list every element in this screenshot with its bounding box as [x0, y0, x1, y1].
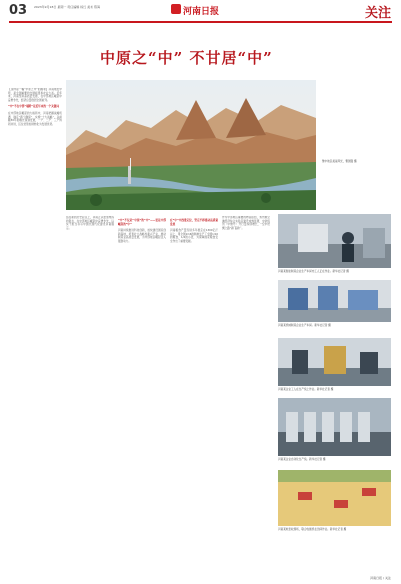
column-1: [8, 88, 62, 576]
logo-icon: [171, 4, 181, 14]
subhead: “中”不在中部“塌陷”是近年来的一个关键词: [8, 105, 59, 109]
photo-caption: 河南某企业工人在生产线上作业。新华社记者 摄: [278, 388, 334, 391]
factory-photo-2: [278, 280, 391, 322]
harvest-photo: [278, 470, 391, 526]
dateline: 2023年9月18日 星期一 责任编辑 杨红 美术 陈海: [34, 5, 101, 9]
body-text: 站在新的历史起点上，河南正以更加昂扬的姿态，在中部地区崛起中奋勇争先，以实干担当书写中国式现代化建设河南篇章。: [66, 216, 114, 230]
footer: 河南日报 / 关注: [370, 576, 391, 580]
factory-photo-3: [278, 338, 391, 386]
page-header: [0, 0, 401, 22]
column-3: [118, 216, 166, 576]
page-number: 03: [9, 3, 28, 18]
intro-text: 【这样是一幅“中原之中”的画卷】河南地处中原，是全国重要的交通枢纽和农业大省。近年来，河南坚持高质量发展，在中部地区崛起中奋勇争先，经济总量稳居全国前列。: [8, 88, 62, 102]
column-4: [170, 216, 218, 576]
subhead: 在“中”中找准定位，坚定不移推动高质量发展: [170, 219, 218, 226]
photo-caption: 河南某地麦收现场，联合收割机在田间作业。新华社记者 摄: [278, 528, 347, 531]
photo-caption: 河南某智能制造企业生产车间内工人正在作业。新华社记者 摄: [278, 270, 349, 273]
body-text: 作为中部地区重要的物流枢纽，郑州航空港经济综合实验区建设成效显著，中欧班列（中豫号）开行量持续增长，“空中丝绸之路”越飞越广。: [222, 216, 270, 230]
headline: 中原之“中” 不甘居“中”: [100, 49, 273, 67]
landscape-photo: [66, 80, 316, 210]
photo-caption: 豫中地区美丽风光，曹国强 摄: [322, 160, 357, 163]
factory-photo-4: [278, 398, 391, 456]
photo-caption: 河南某企业自动化生产线。新华社记者 摄: [278, 458, 326, 461]
masthead: 河南日报: [183, 7, 220, 17]
body-text: 河南持续推进科技创新，加快建设国家创新高地，培育壮大战略性新兴产业，推动制造业高质量发展，为中部地区崛起注入强劲动力。: [118, 229, 166, 243]
body-text: 在中部地区崛起的大格局中，河南把握战略机遇，锚定“两个确保”，实施“十大战略”，以前瞻30年的眼光谋划发展，一产、二产、三产协同并进，区位优势加速转化为发展优势。: [8, 111, 62, 126]
column-5: [222, 216, 270, 576]
column-2: [66, 216, 114, 576]
subhead: “中”不仅是“中国”的“中”——更是中部崛起的“中”: [118, 219, 166, 226]
section-title: 关注: [364, 6, 391, 21]
factory-photo-1: [278, 214, 391, 268]
photo-caption: 河南某机械制造企业生产车间。新华社记者 摄: [278, 324, 331, 327]
body-text: 河南粮食产量连续多年稳定在1300亿斤以上，用全国1/16的耕地生产了全国1/10的粮食、1/4的小麦，为保障国家粮食安全作出了重要贡献。: [170, 229, 218, 243]
header-rule: [9, 21, 392, 23]
